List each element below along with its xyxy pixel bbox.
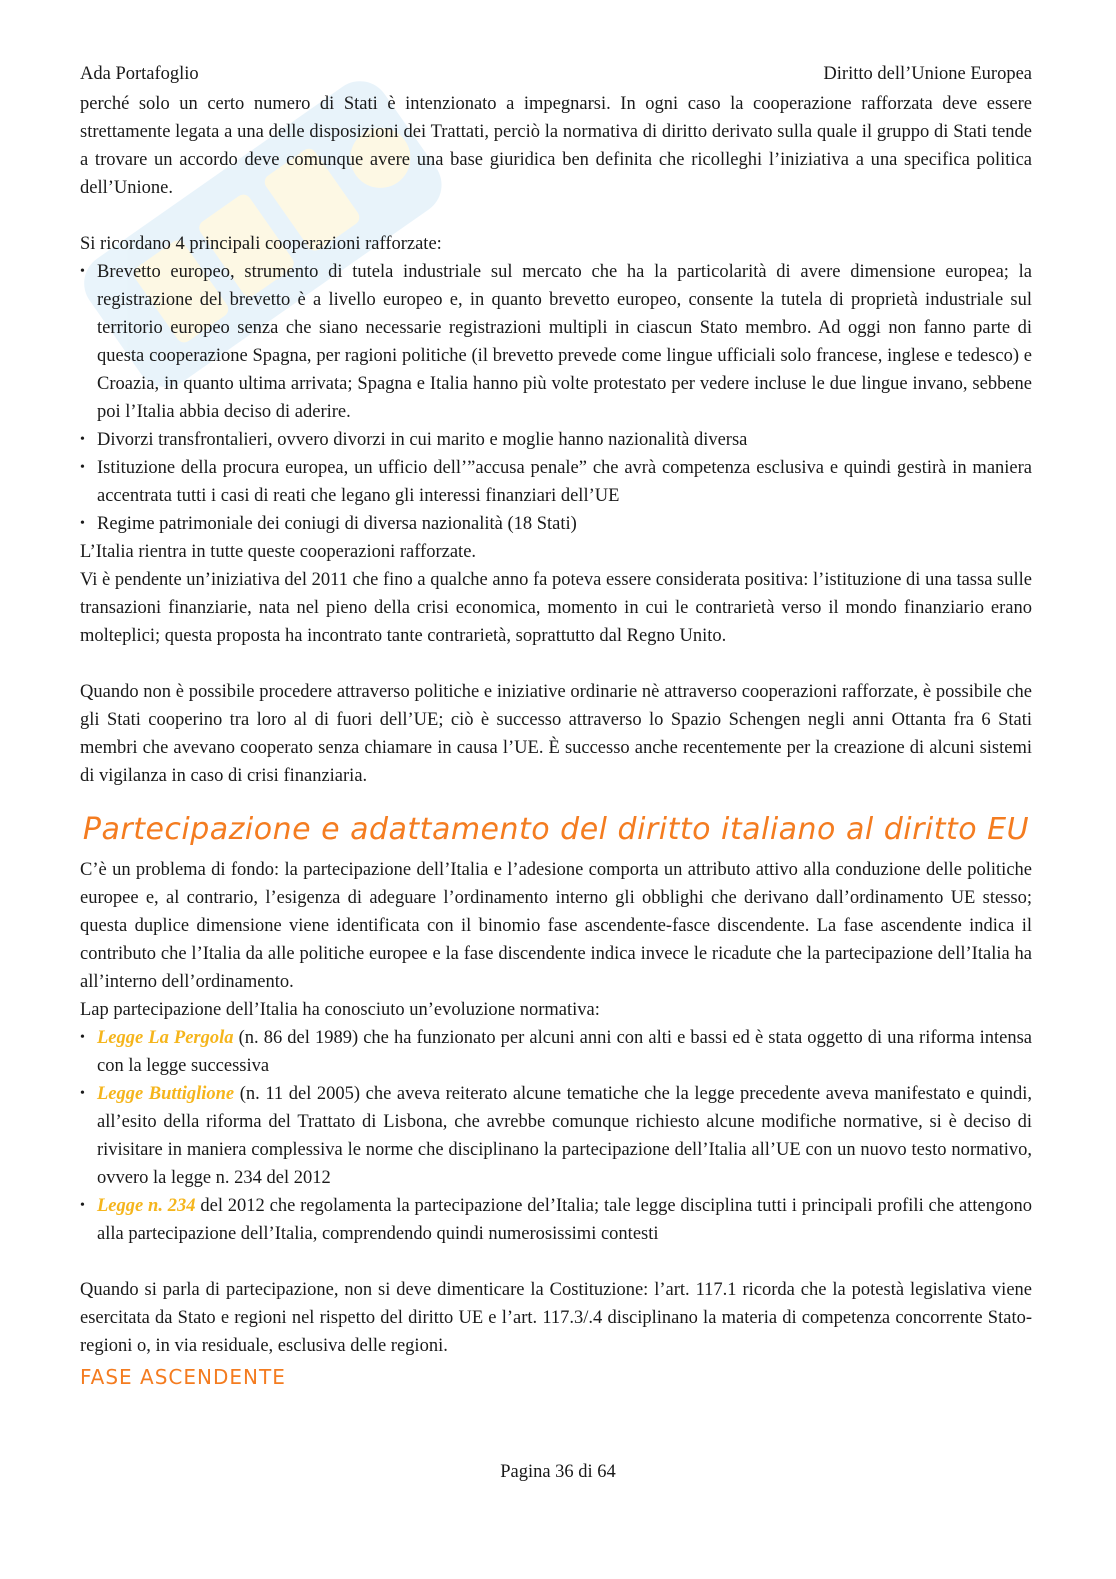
bullet-icon: • xyxy=(80,1086,85,1101)
list-item-text: Istituzione della procura europea, un ufficio dell’”accusa penale” che avrà competenza esclusiva e quindi gestirà in maniera accentrata tutti i casi di reati che legano gli interessi finanziari dell’UE xyxy=(97,458,1032,506)
law-text: (n. 11 del 2005) che aveva reiterato alcune tematiche che la legge precedente aveva manifestato e quindi, all’esito della riforma del Trattato di Lisbona, che avrebbe comunque richiesto alcune modifiche normative, si è deciso di rivisitare in maniera complessiva le norme che disciplinano la partecipazione dell’Italia all’UE con un nuovo testo normativo, ovvero la legge n. 234 del 2012 xyxy=(97,1084,1032,1188)
bullet-icon: • xyxy=(80,1198,85,1213)
paragraph-cooperation-intro: perché solo un certo numero di Stati è intenzionato a impegnarsi. In ogni caso la cooperazione rafforzata deve essere strettamente legata a una delle disposizioni dei Trattati, perciò la normativa di diritto derivato sulla quale il gruppo di Stati tende a trovare un accordo deve comunque avere una base giuridica ben definita che ricolleghi l’iniziativa a una specifica politica dell’Unione. xyxy=(80,94,1032,198)
law-name: Legge Buttiglione xyxy=(97,1084,235,1104)
paragraph-schengen: Quando non è possibile procedere attraverso politiche e iniziative ordinarie nè attraverso cooperazioni rafforzate, è possibile che gli Stati cooperino tra loro al di fuori dell’UE; ciò è successo attraverso lo Spazio Schengen negli anni Ottanta fra 6 Stati membri che avevano cooperato senza chiamare in causa l’UE. È successo anche recentemente per la creazione di alcuni sistemi di vigilanza in caso di crisi finanziaria. xyxy=(80,682,1032,786)
list-item xyxy=(80,510,1032,538)
subsection-heading: FASE ASCENDENTE xyxy=(80,1365,286,1389)
bullet-icon: • xyxy=(80,460,85,475)
paragraph-evolution-intro: Lap partecipazione dell’Italia ha conosciuto un’evoluzione normativa: xyxy=(80,1000,600,1020)
document-page xyxy=(80,60,1032,1392)
header-course: Diritto dell’Unione Europea xyxy=(823,64,1032,84)
spacer xyxy=(80,202,1032,230)
list-item xyxy=(80,1192,1032,1248)
list-item xyxy=(80,1024,1032,1080)
paragraph-italy-participation: L’Italia rientra in tutte queste cooperazioni rafforzate. xyxy=(80,542,477,562)
section-heading: Partecipazione e adattamento del diritto italiano al diritto EU xyxy=(82,812,1030,847)
page-header xyxy=(80,60,1032,88)
paragraph-list-intro: Si ricordano 4 principali cooperazioni rafforzate: xyxy=(80,234,442,254)
list-item xyxy=(80,1080,1032,1192)
bullet-icon: • xyxy=(80,264,85,279)
bullet-icon: • xyxy=(80,1030,85,1045)
list-item xyxy=(80,454,1032,510)
list-item-text: Divorzi transfrontalieri, ovvero divorzi in cui marito e moglie hanno nazionalità diversa xyxy=(97,430,748,450)
list-item-text: Brevetto europeo, strumento di tutela industriale sul mercato che ha la particolarità di avere dimensione europea; la registrazione del brevetto è a livello europeo e, in quanto brevetto europeo, consente la tutela di proprietà industriale sul territorio europeo senza che siano necessarie registrazioni multipli in ciascun Stato membro. Ad oggi non fanno parte di questa cooperazione Spagna, per ragioni politiche (il brevetto prevede come lingue ufficiali solo francese, inglese e tedesco) e Croazia, in quanto ultima arrivata; Spagna e Italia hanno più volte protestato per vedere incluse le due lingue invano, sebbene poi l’Italia abbia deciso di aderire. xyxy=(97,262,1032,422)
law-text: (n. 86 del 1989) che ha funzionato per alcuni anni con alti e bassi ed è stata oggetto di una riforma intensa con la legge successiva xyxy=(97,1028,1033,1076)
page-footer: Pagina 36 di 64 xyxy=(500,1462,616,1482)
bullet-icon: • xyxy=(80,432,85,447)
laws-list xyxy=(80,1024,1032,1248)
paragraph-problem: C’è un problema di fondo: la partecipazione dell’Italia e l’adesione comporta un attributo attivo alla conduzione delle politiche europee e, al contrario, l’esigenza di adeguare l’ordinamento interno gli obblighi che derivano dall’ordinamento UE stesso; questa duplice dimensione viene identificata con il binomio fase ascendente-fasce discendente. La fase ascendente indica il contributo che l’Italia da alle politiche europee e la fase discendente indica invece le ricadute che la partecipazione dell’Italia ha all’interno dell’ordinamento. xyxy=(80,860,1032,992)
paragraph-constitution: Quando si parla di partecipazione, non si deve dimenticare la Costituzione: l’art. 117.1 ricorda che la potestà legislativa viene esercitata da Stato e regioni nel rispetto del diritto UE e l’art. 117.3/.4 disciplinano la materia di competenza concorrente Stato-regioni o, in via residuale, esclusiva delle regioni. xyxy=(80,1280,1032,1356)
paragraph-pending-initiative: Vi è pendente un’iniziativa del 2011 che fino a qualche anno fa poteva essere considerata positiva: l’istituzione di una tassa sulle transazioni finanziarie, nata nel pieno della crisi economica, momento in cui le contrarietà verso il mondo finanziario erano molteplici; questa proposta ha incontrato tante contrarietà, soprattutto dal Regno Unito. xyxy=(80,570,1032,646)
header-author: Ada Portafoglio xyxy=(80,64,199,84)
cooperation-list xyxy=(80,258,1032,538)
law-text: del 2012 che regolamenta la partecipazione del’Italia; tale legge disciplina tutti i principali profili che attengono alla partecipazione dell’Italia, comprendendo quindi numerosissimi contesti xyxy=(97,1196,1032,1244)
bullet-icon: • xyxy=(80,516,85,531)
law-name: Legge La Pergola xyxy=(97,1028,234,1048)
law-name: Legge n. 234 xyxy=(97,1196,196,1216)
list-item-text: Regime patrimoniale dei coniugi di diversa nazionalità (18 Stati) xyxy=(97,514,577,534)
spacer xyxy=(80,650,1032,678)
list-item xyxy=(80,258,1032,426)
list-item xyxy=(80,426,1032,454)
spacer xyxy=(80,1248,1032,1276)
